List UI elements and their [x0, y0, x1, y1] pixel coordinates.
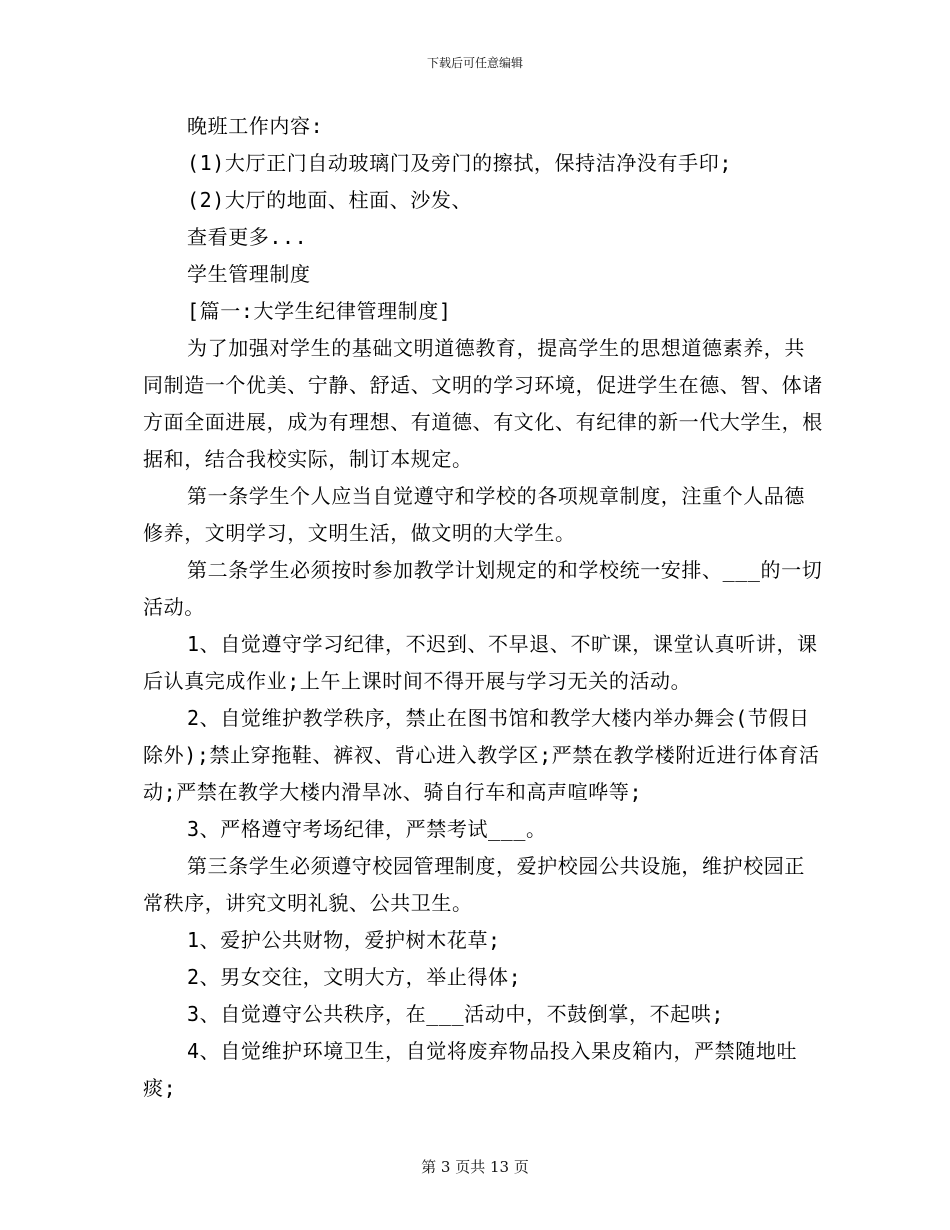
- paragraph-evening-shift-item-1: (1)大厅正门自动玻璃门及旁门的擦拭，保持洁净没有手印;: [187, 151, 732, 175]
- paragraph-article-3-item-3: 3、自觉遵守公共秩序，在___活动中，不鼓倒掌，不起哄;: [187, 1002, 725, 1026]
- paragraph-article-2: 第二条学生必须按时参加教学计划规定的和学校统一安排、___的一切活动。: [143, 558, 823, 619]
- paragraph-evening-shift-title: 晚班工作内容:: [187, 114, 324, 138]
- article-title: [篇一:大学生纪律管理制度]: [187, 299, 452, 323]
- section-title: 学生管理制度: [187, 262, 311, 286]
- paragraph-article-3-item-2: 2、男女交往，文明大方，举止得体;: [187, 965, 522, 989]
- paragraph-article-2-item-1: 1、自觉遵守学习纪律，不迟到、不早退、不旷课，课堂认真听讲，课后认真完成作业;上午上课时间不得开展与学习无关的活动。: [143, 632, 818, 693]
- paragraph-article-3: 第三条学生必须遵守校园管理制度，爱护校园公共设施，维护校园正常秩序，讲究文明礼貌、公共卫生。: [143, 854, 805, 915]
- paragraph-evening-shift-item-2: (2)大厅的地面、柱面、沙发、: [187, 188, 473, 212]
- paragraph-article-2-item-3: 3、严格遵守考场纪律，严禁考试___。: [187, 817, 547, 841]
- page-footer: 第 3 页共 13 页: [421, 1158, 529, 1176]
- paragraph-article-3-item-4: 4、自觉维护环境卫生，自觉将废弃物品投入果皮箱内，严禁随地吐痰;: [143, 1039, 798, 1100]
- page-header: 下载后可任意编辑: [426, 56, 523, 70]
- paragraph-article-3-item-1: 1、爱护公共财物，爱护树木花草;: [187, 928, 501, 952]
- paragraph-article-1: 第一条学生个人应当自觉遵守和学校的各项规章制度，注重个人品德修养，文明学习，文明生活，做文明的大学生。: [143, 484, 805, 545]
- paragraph-intro: 为了加强对学生的基础文明道德教育，提高学生的思想道德素养，共同制造一个优美、宁静、舒适、文明的学习环境，促进学生在德、智、体诸方面全面进展，成为有理想、有道德、有文化、有纪律的新一代大学生，根据和，结合我校实际，制订本规定。: [143, 336, 823, 471]
- paragraph-article-2-item-2: 2、自觉维护教学秩序，禁止在图书馆和教学大楼内举办舞会(节假日除外);禁止穿拖鞋、裤衩、背心进入教学区;严禁在教学楼附近进行体育活动;严禁在教学大楼内滑旱冰、骑自行车和高声喧哗等;: [143, 706, 820, 804]
- document-body: [143, 108, 823, 1107]
- view-more-text: 查看更多...: [187, 225, 308, 249]
